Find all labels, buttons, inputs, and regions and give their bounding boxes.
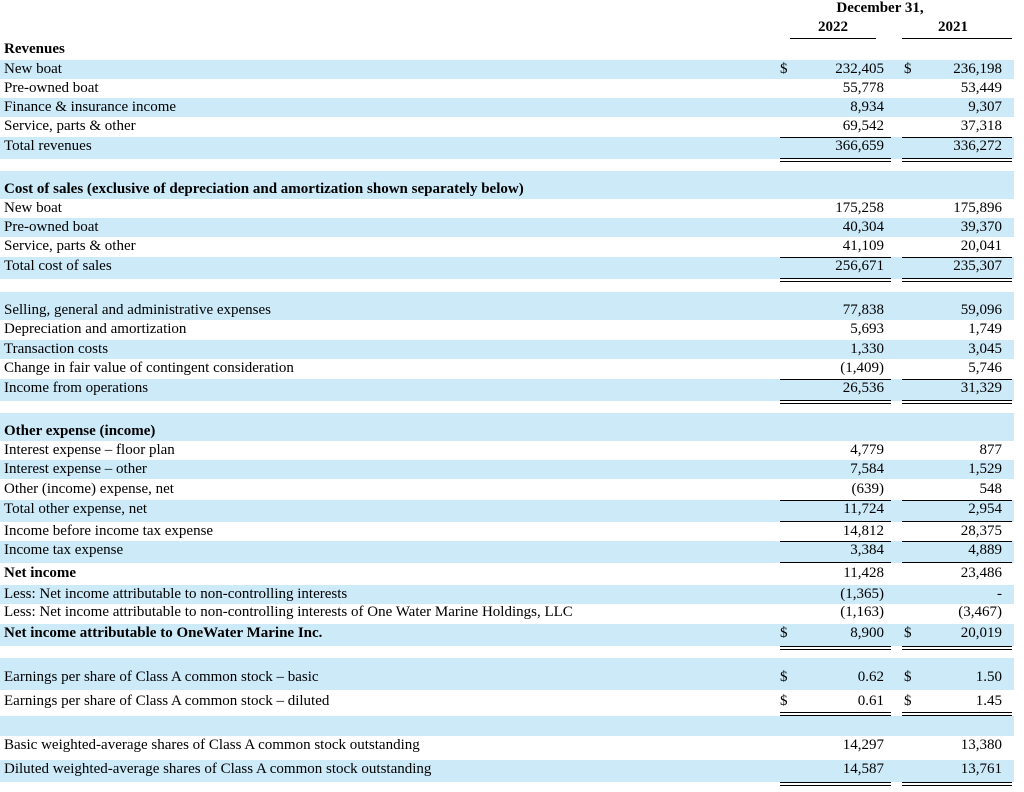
double-underline bbox=[780, 400, 891, 404]
value-2022: 69,542 bbox=[842, 118, 884, 134]
currency-symbol-2022: $ bbox=[780, 693, 788, 709]
row-label: Interest expense – other bbox=[4, 461, 147, 477]
table-row bbox=[0, 379, 1014, 401]
value-2021: 548 bbox=[979, 481, 1002, 497]
row-label: Pre-owned boat bbox=[4, 219, 99, 235]
row-label: Finance & insurance income bbox=[4, 99, 177, 115]
header-period: December 31, bbox=[836, 0, 924, 16]
value-2021: 53,449 bbox=[960, 80, 1002, 96]
table-row bbox=[0, 460, 1014, 479]
value-2021: 1.45 bbox=[975, 693, 1002, 709]
spacer-row bbox=[0, 658, 1014, 668]
value-2021: 39,370 bbox=[960, 219, 1002, 235]
value-2021: 28,375 bbox=[960, 523, 1002, 539]
value-2022: 55,778 bbox=[842, 80, 884, 96]
table-row bbox=[0, 117, 1014, 136]
value-2022: 256,671 bbox=[835, 258, 884, 274]
table-row bbox=[0, 137, 1014, 159]
underline bbox=[780, 541, 891, 542]
underline bbox=[780, 379, 891, 380]
value-2022: (1,163) bbox=[840, 604, 884, 620]
currency-symbol-2022: $ bbox=[780, 625, 788, 641]
underline bbox=[902, 257, 1012, 258]
value-2021: 5,746 bbox=[968, 360, 1002, 376]
underline bbox=[902, 137, 1012, 138]
table-row bbox=[0, 500, 1014, 522]
value-2021: 1,749 bbox=[968, 321, 1002, 337]
value-2021: 336,272 bbox=[953, 138, 1002, 154]
underline bbox=[902, 521, 1012, 522]
table-row bbox=[0, 301, 1014, 320]
value-2021: 59,096 bbox=[960, 302, 1002, 318]
currency-symbol-2021: $ bbox=[904, 669, 912, 685]
double-underline bbox=[902, 158, 1012, 162]
value-2022: 14,297 bbox=[842, 737, 884, 753]
value-2021: 236,198 bbox=[953, 61, 1002, 77]
row-label: Less: Net income attributable to non-controlling interests of One Water Marine Holdings, LLC bbox=[4, 604, 573, 620]
value-2022: 0.62 bbox=[857, 669, 884, 685]
value-2021: 235,307 bbox=[953, 258, 1002, 274]
row-label: Income tax expense bbox=[4, 542, 124, 558]
table-row bbox=[0, 40, 1014, 59]
double-underline bbox=[780, 278, 891, 282]
row-label: Service, parts & other bbox=[4, 118, 136, 134]
double-underline bbox=[902, 782, 1012, 786]
double-underline bbox=[902, 646, 1012, 650]
value-2022: 3,384 bbox=[850, 542, 884, 558]
value-2021: - bbox=[997, 586, 1002, 602]
value-2022: 4,779 bbox=[850, 442, 884, 458]
row-label: Other expense (income) bbox=[4, 423, 156, 439]
table-row bbox=[0, 522, 1014, 541]
value-2022: 0.61 bbox=[857, 693, 884, 709]
row-label: Income from operations bbox=[4, 380, 149, 396]
header-year-2022: 2022 bbox=[818, 19, 848, 35]
table-row bbox=[0, 79, 1014, 98]
value-2022: 14,812 bbox=[842, 523, 884, 539]
row-label: New boat bbox=[4, 61, 62, 77]
underline bbox=[902, 541, 1012, 542]
double-underline bbox=[780, 158, 891, 162]
currency-symbol-2022: $ bbox=[780, 669, 788, 685]
currency-symbol-2022: $ bbox=[780, 61, 788, 77]
value-2022: (639) bbox=[851, 481, 884, 497]
value-2021: 1.50 bbox=[975, 669, 1002, 685]
spacer-row bbox=[0, 171, 1014, 180]
underline bbox=[780, 521, 891, 522]
table-row bbox=[0, 541, 1014, 563]
value-2022: 232,405 bbox=[835, 61, 884, 77]
table-row bbox=[0, 237, 1014, 256]
value-2022: 11,724 bbox=[843, 501, 884, 517]
underline bbox=[780, 500, 891, 501]
underline bbox=[780, 137, 891, 138]
underline bbox=[902, 500, 1012, 501]
table-row bbox=[0, 340, 1014, 359]
underline bbox=[902, 562, 1012, 563]
spacer-row bbox=[0, 292, 1014, 301]
value-2022: 8,900 bbox=[850, 625, 884, 641]
table-row bbox=[0, 603, 1014, 622]
row-label: Earnings per share of Class A common stock – diluted bbox=[4, 693, 330, 709]
value-2022: 40,304 bbox=[842, 219, 884, 235]
value-2021: 2,954 bbox=[968, 501, 1002, 517]
table-row bbox=[0, 60, 1014, 79]
table-row bbox=[0, 218, 1014, 237]
table-row bbox=[0, 422, 1014, 441]
header-year-2021: 2021 bbox=[938, 19, 968, 35]
row-label: Revenues bbox=[4, 41, 65, 57]
double-underline bbox=[902, 400, 1012, 404]
value-2022: 14,587 bbox=[842, 761, 884, 777]
currency-symbol-2021: $ bbox=[904, 625, 912, 641]
underline bbox=[780, 257, 891, 258]
double-underline bbox=[780, 646, 891, 650]
double-underline bbox=[780, 782, 891, 786]
value-2022: 11,428 bbox=[843, 565, 884, 581]
value-2021: 13,761 bbox=[960, 761, 1002, 777]
value-2021: 20,019 bbox=[960, 625, 1002, 641]
value-2021: 31,329 bbox=[960, 380, 1002, 396]
value-2022: 8,934 bbox=[850, 99, 884, 115]
spacer-row bbox=[0, 716, 1014, 736]
value-2021: 877 bbox=[979, 442, 1002, 458]
row-label: Cost of sales (exclusive of depreciation and amortization shown separately below) bbox=[4, 181, 524, 197]
row-label: Basic weighted-average shares of Class A common stock outstanding bbox=[4, 737, 420, 753]
row-label: Interest expense – floor plan bbox=[4, 442, 175, 458]
table-row bbox=[0, 668, 1014, 690]
row-label: Service, parts & other bbox=[4, 238, 136, 254]
double-underline bbox=[780, 712, 891, 716]
table-row bbox=[0, 257, 1014, 279]
table-row bbox=[0, 441, 1014, 460]
table-row bbox=[0, 564, 1014, 583]
value-2022: 7,584 bbox=[850, 461, 884, 477]
double-underline bbox=[902, 278, 1012, 282]
row-label: Total other expense, net bbox=[4, 501, 148, 517]
value-2022: 77,838 bbox=[842, 302, 884, 318]
row-label: Less: Net income attributable to non-controlling interests bbox=[4, 586, 348, 602]
row-label: Diluted weighted-average shares of Class A common stock outstanding bbox=[4, 761, 432, 777]
double-underline bbox=[902, 712, 1012, 716]
value-2022: 175,258 bbox=[835, 200, 884, 216]
value-2021: 37,318 bbox=[960, 118, 1002, 134]
value-2021: 1,529 bbox=[968, 461, 1002, 477]
currency-symbol-2021: $ bbox=[904, 61, 912, 77]
table-row bbox=[0, 320, 1014, 339]
value-2021: (3,467) bbox=[958, 604, 1002, 620]
table-row bbox=[0, 480, 1014, 499]
table-row bbox=[0, 199, 1014, 218]
header-underline-2021 bbox=[902, 38, 1012, 39]
row-label: Income before income tax expense bbox=[4, 523, 214, 539]
value-2021: 175,896 bbox=[953, 200, 1002, 216]
value-2021: 13,380 bbox=[960, 737, 1002, 753]
value-2022: (1,365) bbox=[840, 586, 884, 602]
row-label: Earnings per share of Class A common stock – basic bbox=[4, 669, 319, 685]
value-2021: 3,045 bbox=[968, 341, 1002, 357]
table-row bbox=[0, 180, 1014, 199]
row-label: Change in fair value of contingent consideration bbox=[4, 360, 294, 376]
value-2022: (1,409) bbox=[840, 360, 884, 376]
row-label: New boat bbox=[4, 200, 62, 216]
header-underline-2022 bbox=[790, 38, 876, 39]
value-2021: 4,889 bbox=[968, 542, 1002, 558]
underline bbox=[780, 562, 891, 563]
value-2022: 26,536 bbox=[842, 380, 884, 396]
table-row bbox=[0, 98, 1014, 117]
table-row bbox=[0, 736, 1014, 758]
row-label: Transaction costs bbox=[4, 341, 109, 357]
table-row bbox=[0, 760, 1014, 782]
value-2022: 41,109 bbox=[842, 238, 884, 254]
table-row bbox=[0, 585, 1014, 604]
value-2021: 9,307 bbox=[968, 99, 1002, 115]
currency-symbol-2021: $ bbox=[904, 693, 912, 709]
value-2022: 1,330 bbox=[850, 341, 884, 357]
row-label: Selling, general and administrative expenses bbox=[4, 302, 272, 318]
row-label: Net income bbox=[4, 565, 77, 581]
row-label: Total revenues bbox=[4, 138, 92, 154]
row-label: Depreciation and amortization bbox=[4, 321, 187, 337]
value-2022: 5,693 bbox=[850, 321, 884, 337]
underline bbox=[902, 379, 1012, 380]
value-2022: 366,659 bbox=[835, 138, 884, 154]
spacer-row bbox=[0, 413, 1014, 422]
value-2021: 20,041 bbox=[960, 238, 1002, 254]
table-row bbox=[0, 692, 1014, 714]
row-label: Net income attributable to OneWater Marine Inc. bbox=[4, 625, 323, 641]
row-label: Other (income) expense, net bbox=[4, 481, 174, 497]
table-row bbox=[0, 624, 1014, 646]
row-label: Pre-owned boat bbox=[4, 80, 99, 96]
row-label: Total cost of sales bbox=[4, 258, 112, 274]
value-2021: 23,486 bbox=[960, 565, 1002, 581]
table-row bbox=[0, 359, 1014, 378]
